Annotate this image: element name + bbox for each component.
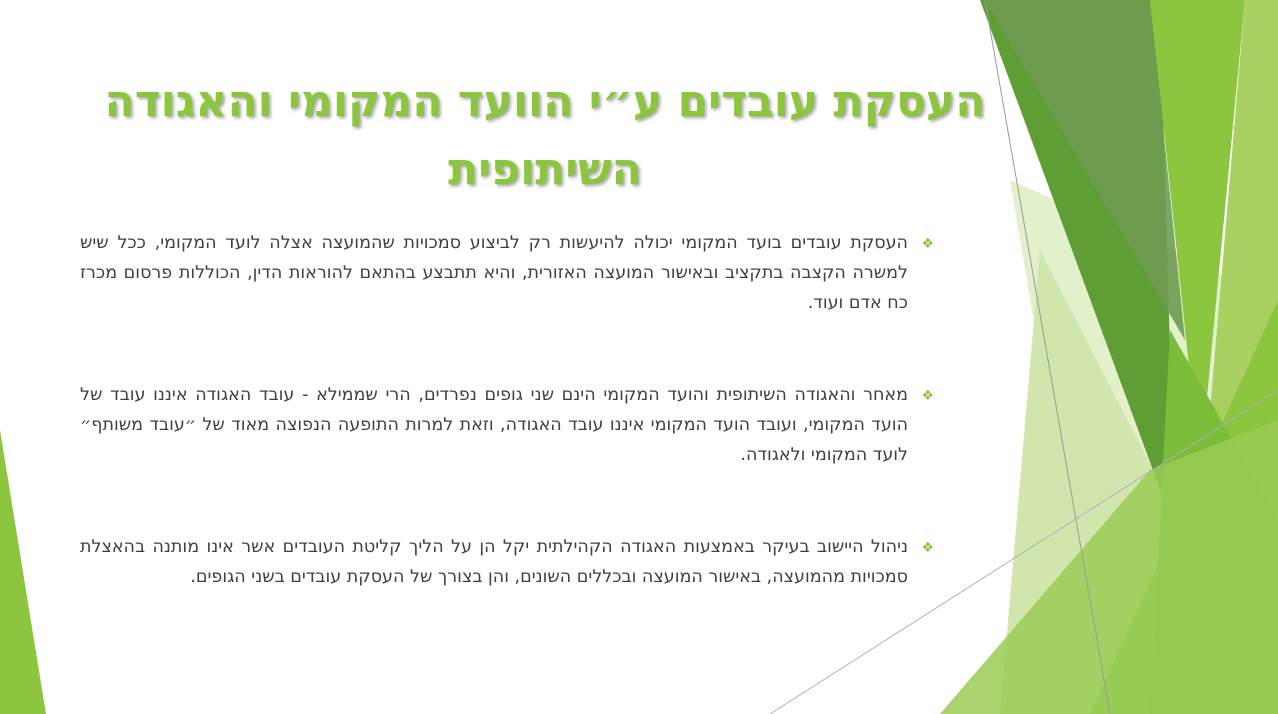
bullet-text: העסקת עובדים בועד המקומי יכולה להיעשות רק לביצוע סמכויות שהמועצה אצלה לועד המקומי, ככל שיש למשרה הקצבה בתקציב ובאישור המועצה האזורית, והיא תתבצע בהתאם להוראות הדין, הכוללות פרסום מכרז כח אדם ועוד. [80, 233, 908, 313]
left-green-shape [0, 430, 46, 714]
bullet-item [80, 228, 940, 318]
bullet-list [80, 228, 940, 592]
bullet-diamond-icon: ❖ [921, 540, 934, 556]
bullet-diamond-icon: ❖ [921, 388, 934, 404]
bullet-diamond-icon: ❖ [921, 236, 934, 252]
bullet-text: ניהול היישוב בעיקר באמצעות האגודה הקהילתית יקל הן על הליך קליטת העובדים אשר אינו מותנה בהאצלת סמכויות מהמועצה, באישור המועצה ובכללים השונים, והן בצורך של העסקת עובדים בשני הגופים. [80, 537, 908, 587]
bullet-text: מאחר והאגודה השיתופית והועד המקומי הינם שני גופים נפרדים, הרי שממילא - עובד האגודה איננו עובד של הועד המקומי, ועובד הועד המקומי איננו עובד האגודה, וזאת למרות התופעה הנפוצה מאוד של ״עובד משותף״ לועד המקומי ולאגודה. [80, 385, 908, 465]
bullet-item [80, 532, 940, 592]
bullet-item [80, 380, 940, 470]
slide-title: העסקת עובדים ע״י הוועד המקומי והאגודה השיתופית [104, 76, 986, 195]
